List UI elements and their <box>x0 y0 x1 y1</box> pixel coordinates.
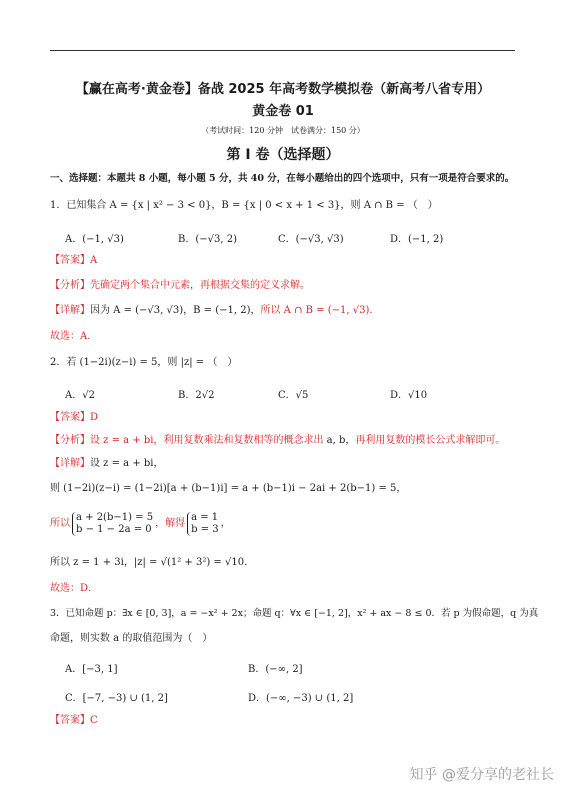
section-title: 第 I 卷（选择题） <box>226 147 340 163</box>
q2-detail <box>50 457 163 470</box>
q2-choose-value: D． <box>80 583 99 594</box>
q3-option-c: C．[−7, −3) ∪ (1, 2] <box>65 693 168 704</box>
q2-solution-b: b = 3 <box>191 523 219 535</box>
q2-analysis <box>50 434 505 447</box>
q1-option-b: B．(−√3, 2) <box>178 234 237 245</box>
q2-step-2-end: ， <box>220 518 231 529</box>
exam-info: （考试时间：120 分钟 试卷满分：150 分） <box>201 126 365 135</box>
q1-detail <box>50 304 379 317</box>
q2-equation-system <box>72 512 153 536</box>
q2-analysis-text-2: 再利用复数的模长公式求解即可。 <box>355 435 506 446</box>
q1-analysis-text: 先确定两个集合中元素，再根据交集的定义求解。 <box>90 280 310 291</box>
answer-tag: 【答案】 <box>50 412 90 423</box>
q2-analysis-text-1: 设 z = a + bi，利用复数乘法和复数相等的概念求出 <box>90 435 324 446</box>
analysis-tag: 【分析】 <box>50 280 90 291</box>
q2-solution-system <box>187 512 219 536</box>
q2-option-c: C．√5 <box>278 390 309 401</box>
q2-analysis-vars: a, b， <box>323 435 356 446</box>
q2-step-2 <box>50 510 231 538</box>
analysis-tag: 【分析】 <box>50 435 90 446</box>
q2-detail-text: 设 z = a + bi， <box>90 458 164 469</box>
choose-tag: 故选： <box>50 331 80 342</box>
q2-answer <box>50 411 98 424</box>
q3-answer-value: C <box>90 715 98 726</box>
q2-answer-value: D <box>90 412 99 423</box>
detail-tag: 【详解】 <box>50 305 90 316</box>
watermark: 知乎 @爱分享的老社长 <box>409 767 554 783</box>
q2-option-a: A．√2 <box>65 390 95 401</box>
q2-step-3: 所以 z = 1 + 3i，|z| = √(1² + 3²) = √10． <box>50 557 255 568</box>
exam-title: 【赢在高考·黄金卷】备战 2025 年高考数学模拟卷（新高考八省专用） <box>75 82 491 97</box>
q2-option-d: D．√10 <box>390 390 428 401</box>
q3-option-a: A．[−3, 1] <box>65 664 118 675</box>
answer-tag: 【答案】 <box>50 255 90 266</box>
q1-stem: 1．已知集合 A = {x | x² − 3 < 0}，B = {x | 0 < x + 1 < 3}，则 A ∩ B = （ ） <box>50 200 438 211</box>
q1-answer-value: A <box>90 255 98 266</box>
detail-tag: 【详解】 <box>50 458 90 469</box>
choose-tag: 故选： <box>50 583 80 594</box>
q2-step-2-mid: ，解得 <box>155 518 186 529</box>
q1-detail-text: 因为 A = (−√3, √3)，B = (−1, 2)， <box>90 305 261 316</box>
q1-choose <box>50 330 97 343</box>
q2-step-1: 则 (1−2i)(z−i) = (1−2i)[a + (b−1)i] = a + (b−1)i − 2ai + 2(b−1) = 5， <box>50 483 407 494</box>
answer-tag: 【答案】 <box>50 715 90 726</box>
q2-equation-2: b − 1 − 2a = 0 <box>76 523 152 535</box>
q1-option-d: D．(−1, 2) <box>390 234 444 245</box>
q3-stem-line-2: 命题，则实数 a 的取值范围为（ ） <box>50 633 213 644</box>
q3-option-d: D．(−∞, −3) ∪ (1, 2] <box>248 693 354 704</box>
exam-subtitle: 黄金卷 01 <box>252 104 314 119</box>
q1-answer <box>50 254 97 267</box>
q2-stem: 2．若 (1−2i)(z−i) = 5，则 |z| = （ ） <box>50 357 238 368</box>
q2-equation-1: a + 2(b−1) = 5 <box>76 511 154 523</box>
header-rule <box>50 50 515 51</box>
q2-step-2-prefix: 所以 <box>50 518 70 529</box>
q1-option-c: C．(−√3, √3) <box>278 234 344 245</box>
instructions: 一、选择题：本题共 8 小题，每小题 5 分，共 40 分，在每小题给出的四个选项中，只有一项是符合要求的。 <box>50 173 515 184</box>
q1-option-a: A．(−1, √3) <box>65 234 124 245</box>
q1-analysis <box>50 279 310 292</box>
q3-stem-line-1: 3．已知命题 p：∃x ∈ [0, 3]，a = −x² + 2x；命题 q：∀x ∈ [−1, 2]，x² + ax − 8 ≤ 0．若 p 为假命题，q 为真 <box>50 608 539 619</box>
q2-solution-a: a = 1 <box>191 511 219 523</box>
q2-option-b: B．2√2 <box>178 390 215 401</box>
q1-choose-value: A． <box>80 331 98 342</box>
q2-choose <box>50 582 98 595</box>
q3-answer <box>50 714 98 727</box>
q3-option-b: B．(−∞, 2] <box>248 664 303 675</box>
q1-detail-conclusion: 所以 A ∩ B = (−1, √3)． <box>260 305 380 316</box>
